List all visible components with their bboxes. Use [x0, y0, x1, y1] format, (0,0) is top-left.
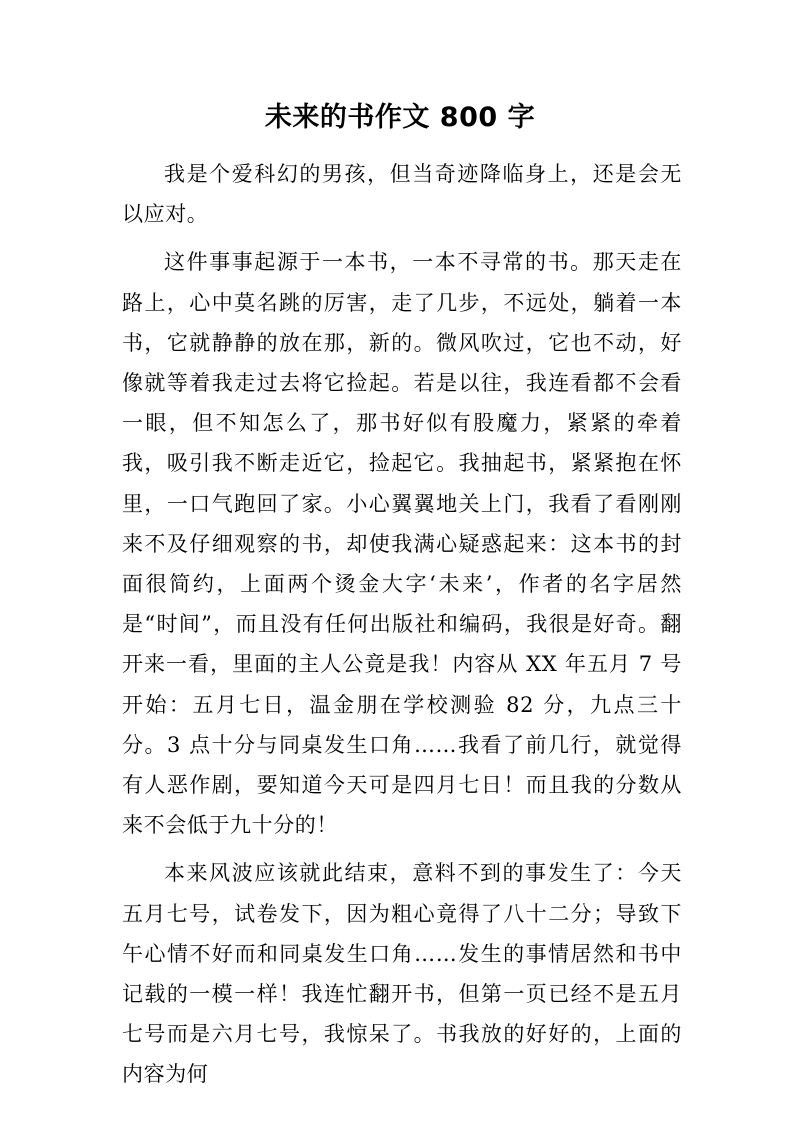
- paragraph-1: 我是个爱科幻的男孩，但当奇迹降临身上，还是会无以应对。: [122, 162, 682, 227]
- paragraph-3: 本来风波应该就此结束，意料不到的事发生了：今天五月七号，试卷发下，因为粗心竟得了八十二分；导致下午心情不好而和同桌发生口角……发生的事情居然和书中记载的一模一样！我连忙翻开书，但第一页已经不是五月七号而是六月七号，我惊呆了。书我放的好好的，上面的内容为何: [122, 861, 682, 1087]
- document-body: [122, 154, 682, 1103]
- paragraph-2: 这件事事起源于一本书，一本不寻常的书。那天走在路上，心中莫名跳的厉害，走了几步，不远处，躺着一本书，它就静静的放在那，新的。微风吹过，它也不动，好像就等着我走过去将它捡起。若是以往，我连看都不会看一眼，但不知怎么了，那书好似有股魔力，紧紧的牵着我，吸引我不断走近它，捡起它。我抽起书，紧紧抱在怀里，一口气跑回了家。小心翼翼地关上门，我看了看刚刚来不及仔细观察的书，却使我满心疑惑起来：这本书的封面很简约，上面两个烫金大字‘未来’，作者的名字居然是“时间”，而且没有任何出版社和编码，我很是好奇。翻开来一看，里面的主人公竟是我！内容从 XX 年五月 7 号开始：五月七日，温金朋在学校测验 82 分，九点三十分。3 点十分与同桌发生口角……我看了前几行，就觉得有人恶作剧，要知道今天可是四月七日！而且我的分数从来不会低于九十分的！: [122, 250, 682, 838]
- document-title: 未来的书作文 800 字: [264, 102, 536, 133]
